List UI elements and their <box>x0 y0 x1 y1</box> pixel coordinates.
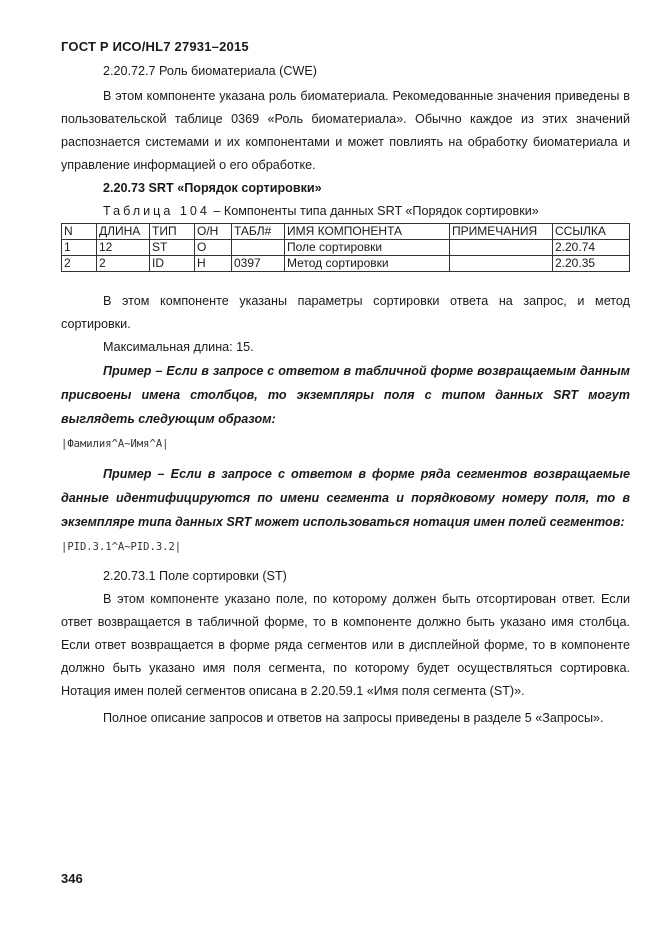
standard-header: ГОСТ Р ИСО/HL7 27931–2015 <box>61 39 249 54</box>
table-cell <box>450 256 553 272</box>
header-cell: ДЛИНА <box>97 224 150 240</box>
paragraph: В этом компоненте указана роль биоматериала. Рекомедованные значения приведены в пользовательской таблице 0369 «Роль биоматериала». Обычно каждое из этих значений распознается системами и их компонентами и может повлиять на обработку биоматериала и управление информацией о его обработке. <box>61 89 630 172</box>
header-cell: О/Н <box>195 224 232 240</box>
header-cell: ТАБЛ# <box>232 224 285 240</box>
header-cell: ИМЯ КОМПОНЕНТА <box>285 224 450 240</box>
table-cell: H <box>195 256 232 272</box>
table-cell: ID <box>150 256 195 272</box>
table-cell: 0397 <box>232 256 285 272</box>
code-example: |Фамилия^A~Имя^A| <box>61 438 169 450</box>
table-caption <box>61 200 630 223</box>
section-role <box>61 60 630 223</box>
section-title: 2.20.72.7 Роль биоматериала (CWE) <box>103 64 317 78</box>
section-srt <box>61 290 630 730</box>
section-title: 2.20.73 SRT «Порядок сортировки» <box>103 181 322 195</box>
table-row <box>62 256 630 272</box>
table-header-row <box>62 224 630 240</box>
table-cell: O <box>195 240 232 256</box>
header-cell: N <box>62 224 97 240</box>
table-caption-label: Таблица 104 <box>103 204 210 218</box>
table-cell: Поле сортировки <box>285 240 450 256</box>
table-cell <box>450 240 553 256</box>
table-cell: 2 <box>62 256 97 272</box>
header-cell: ТИП <box>150 224 195 240</box>
paragraph: В этом компоненте указаны параметры сортировки ответа на запрос, и метод сортировки. <box>61 294 630 331</box>
table-cell: ST <box>150 240 195 256</box>
example-note: Пример – Если в запросе с ответом в табличной форме возвращаемым данным присвоены имена столбцов, то экземпляры поля с типом данных SRT могут выглядеть следующим образом: <box>61 364 630 426</box>
table-cell: 2.20.74 <box>553 240 630 256</box>
table-cell: 2.20.35 <box>553 256 630 272</box>
table-cell: 1 <box>62 240 97 256</box>
table-row <box>62 240 630 256</box>
paragraph: Полное описание запросов и ответов на запросы приведены в разделе 5 «Запросы». <box>103 711 604 725</box>
example-note: Пример – Если в запросе с ответом в форме ряда сегментов возвращаемые данные идентифицируются по имени сегмента и порядковому номеру поля, то в экземпляре типа данных SRT может использоваться нотация имен полей сегментов: <box>61 467 630 529</box>
header-cell: ССЫЛКА <box>553 224 630 240</box>
paragraph: В этом компоненте указано поле, по которому должен быть отсортирован ответ. Если ответ возвращается в табличной форме, то в компоненте должно быть указано имя столбца. Если ответ возвращается в форме ряда сегментов или в дисплейной форме, то в компоненте должно быть указано имя поля сегмента, по которому будет осуществляться сортировка. Нотация имен полей сегментов описана в 2.20.59.1 «Имя поля сегмента (ST)». <box>61 592 630 698</box>
table-cell: Метод сортировки <box>285 256 450 272</box>
code-example: |PID.3.1^A~PID.3.2| <box>61 541 182 553</box>
page-number: 346 <box>61 871 83 886</box>
table-cell: 12 <box>97 240 150 256</box>
table-cell <box>232 240 285 256</box>
max-length: Максимальная длина: 15. <box>103 340 254 354</box>
table-cell: 2 <box>97 256 150 272</box>
components-table <box>61 223 630 272</box>
header-cell: ПРИМЕЧАНИЯ <box>450 224 553 240</box>
section-title: 2.20.73.1 Поле сортировки (ST) <box>103 569 287 583</box>
table-caption-text: – Компоненты типа данных SRT «Порядок сортировки» <box>213 204 539 218</box>
